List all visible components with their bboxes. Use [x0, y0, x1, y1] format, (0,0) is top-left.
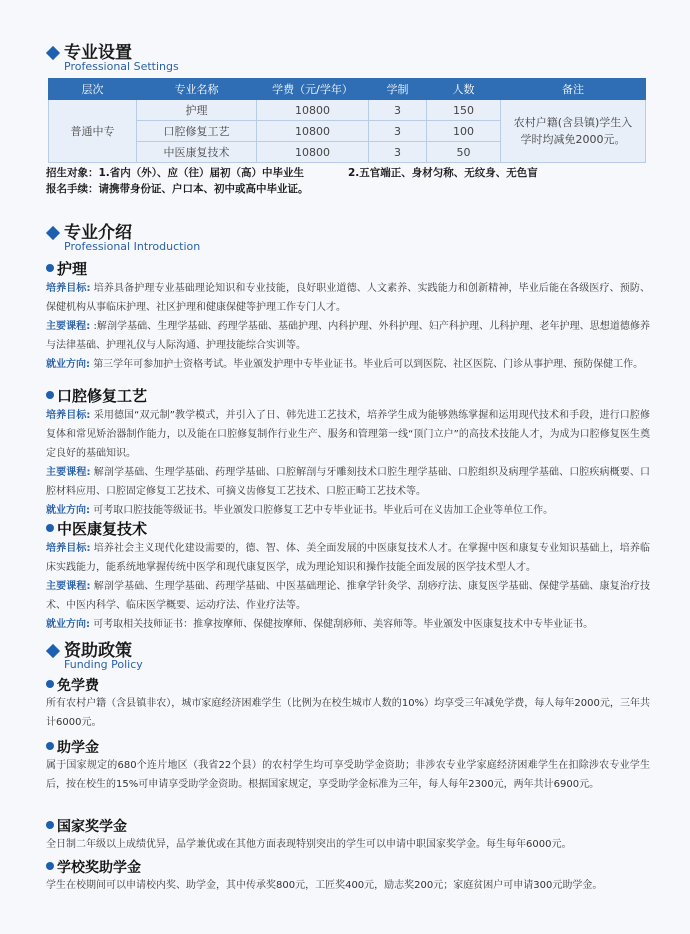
funding-item-name: 助学金	[57, 740, 99, 756]
funding-item-text: 属于国家规定的680个连片地区（我省22个县）的农村学生均可享受助学金资助；非涉农专业学家庭经济困难学生在扣除涉农专业学生后，按在校生的15%可申请享受助学金资助。根据国家规定，享受助学金标准为三年，每人每年2300元，两年共计6900元。	[46, 760, 650, 790]
major-title-dental	[46, 385, 147, 406]
major-title-text: 护理	[57, 260, 88, 278]
course-text: :解剖学基础、生理学基础、药理学基础、基础护理、内科护理、外科护理、妇产科护理、儿科护理、老年护理、思想道德修养与法律基础、护理礼仪与人际沟通、护理技能综合实训等。	[46, 321, 651, 351]
years-cell: 3	[369, 142, 427, 163]
section-title: 专业设置	[64, 43, 132, 63]
course-label: 主要课程:	[46, 581, 91, 592]
course-label: 主要课程:	[46, 321, 91, 332]
count-cell: 150	[427, 100, 501, 121]
goal-text: 培养具备护理专业基础理论知识和专业技能，良好职业道德、人文素养、实践能力和创新精神，毕业后能在各级医疗、预防、保健机构从事临床护理、社区护理和健康保健等护理工作专门人才。	[46, 283, 650, 313]
major-description-dental	[46, 406, 650, 520]
major-name-cell: 口腔修复工艺	[137, 121, 257, 142]
table-header: 学费（元/学年）	[257, 79, 369, 100]
funding-item-title	[46, 857, 141, 877]
section-subtitle: Professional Settings	[64, 60, 179, 73]
funding-item-name: 学校奖助学金	[57, 860, 141, 876]
dot-bullet-icon	[46, 524, 54, 532]
note-cell: 农村户籍(含县镇)学生入学时均减免2000元。	[501, 100, 646, 163]
years-cell: 3	[369, 100, 427, 121]
table-header: 人数	[427, 79, 501, 100]
dot-bullet-icon	[46, 821, 54, 829]
major-description-nursing	[46, 279, 650, 374]
job-text: 第三学年可参加护士资格考试。毕业颁发护理中专毕业证书。毕业后可以到医院、社区医院、门诊从事护理、预防保健工作。	[93, 359, 644, 370]
funding-item-title	[46, 675, 99, 695]
goal-label: 培养目标:	[46, 543, 91, 554]
job-label: 就业方向:	[46, 619, 90, 630]
table-header: 专业名称	[137, 79, 257, 100]
years-cell: 3	[369, 121, 427, 142]
dot-bullet-icon	[46, 264, 54, 272]
course-text: 解剖学基础、生理学基础、药理学基础、口腔解剖与牙雕刻技术口腔生理学基础、口腔组织及病理学基础、口腔疾病概要、口腔材料应用、口腔固定修复工艺技术、可摘义齿修复工艺技术、口腔正畸工艺技术等。	[46, 467, 650, 497]
job-label: 就业方向:	[46, 359, 90, 370]
funding-item-title	[46, 737, 99, 757]
major-title-text: 口腔修复工艺	[57, 387, 148, 405]
enroll-requirements: 2.五官端正、身材匀称、无纹身、无色盲	[348, 167, 538, 179]
major-title-tcm-rehab	[46, 518, 147, 539]
diamond-bullet-icon	[46, 644, 60, 658]
fee-cell: 10800	[257, 121, 369, 142]
funding-item-text: 学生在校期间可以申请校内奖、助学金，其中传承奖800元，工匠奖400元，励志奖200元；家庭贫困户可申请300元助学金。	[46, 880, 603, 891]
job-label: 就业方向:	[46, 505, 90, 516]
major-title-text: 中医康复技术	[57, 520, 148, 538]
diamond-bullet-icon	[46, 46, 60, 60]
section-subtitle: Funding Policy	[64, 658, 143, 671]
majors-table	[48, 78, 646, 163]
goal-text: 采用德国“双元制”教学模式，并引入了日、韩先进工艺技术，培养学生成为能够熟练掌握和运用现代技术和手段，进行口腔修复体和常见矫治器制作能力，以及能在口腔修复制作行业生产、服务和管理第一线“顶门立户”的高技术技能人才，为成为口腔修复医生奠定良好的基础知识。	[46, 410, 650, 459]
count-cell: 100	[427, 121, 501, 142]
major-title-nursing	[46, 258, 87, 279]
course-text: 解剖学基础、生理学基础、药理学基础、中医基础理论、推拿学针灸学、刮痧疗法、康复医学基础、保健学基础、康复治疗技术、中医内科学、临床医学概要、运动疗法、作业疗法等。	[46, 581, 650, 611]
goal-label: 培养目标:	[46, 410, 91, 421]
funding-item-title	[46, 816, 127, 836]
course-label: 主要课程:	[46, 467, 91, 478]
dot-bullet-icon	[46, 742, 54, 750]
enroll-documents: 报名手续：请携带身份证、户口本、初中或高中毕业证。	[46, 183, 309, 195]
job-text: 可考取口腔技能等级证书。毕业颁发口腔修复工艺中专毕业证书。毕业后可在义齿加工企业等单位工作。	[93, 505, 554, 516]
enroll-targets: 招生对象：1.省内（外）、应（往）届初（高）中毕业生	[46, 167, 305, 179]
section-title: 专业介绍	[64, 223, 132, 243]
dot-bullet-icon	[46, 862, 54, 870]
section-subtitle: Professional Introduction	[64, 240, 201, 253]
fee-cell: 10800	[257, 142, 369, 163]
funding-item-text: 全日制二年级以上成绩优异，品学兼优或在其他方面表现特别突出的学生可以申请中职国家奖学金。每生每年6000元。	[46, 839, 572, 850]
table-header: 层次	[49, 79, 137, 100]
funding-item-text: 所有农村户籍（含县镇非农），城市家庭经济困难学生（比例为在校生城市人数的10%）均享受三年减免学费，每人每年2000元，三年共计6000元。	[46, 698, 650, 728]
goal-text: 培养社会主义现代化建设需要的，德、智、体、美全面发展的中医康复技术人才。在掌握中医和康复专业知识基础上，培养临床实践能力，能系统地掌握传统中医学和现代康复医学，成为理论知识和操作技能全面发展的医学技术型人才。	[46, 543, 650, 573]
major-name-cell: 中医康复技术	[137, 142, 257, 163]
dot-bullet-icon	[46, 680, 54, 688]
table-header: 学制	[369, 79, 427, 100]
fee-cell: 10800	[257, 100, 369, 121]
level-cell: 普通中专	[49, 100, 137, 163]
job-text: 可考取相关技师证书：推拿按摩师、保健按摩师、保健刮痧师、美容师等。毕业颁发中医康复技术中专毕业证书。	[93, 619, 594, 630]
table-header-row	[49, 79, 646, 100]
section-title: 资助政策	[64, 641, 132, 661]
major-description-tcm-rehab	[46, 539, 650, 634]
table-row	[49, 100, 646, 121]
table-header: 备注	[501, 79, 646, 100]
goal-label: 培养目标:	[46, 283, 91, 294]
major-name-cell: 护理	[137, 100, 257, 121]
count-cell: 50	[427, 142, 501, 163]
funding-item-name: 国家奖学金	[57, 819, 127, 835]
dot-bullet-icon	[46, 391, 54, 399]
diamond-bullet-icon	[46, 226, 60, 240]
funding-item-name: 免学费	[57, 678, 99, 694]
